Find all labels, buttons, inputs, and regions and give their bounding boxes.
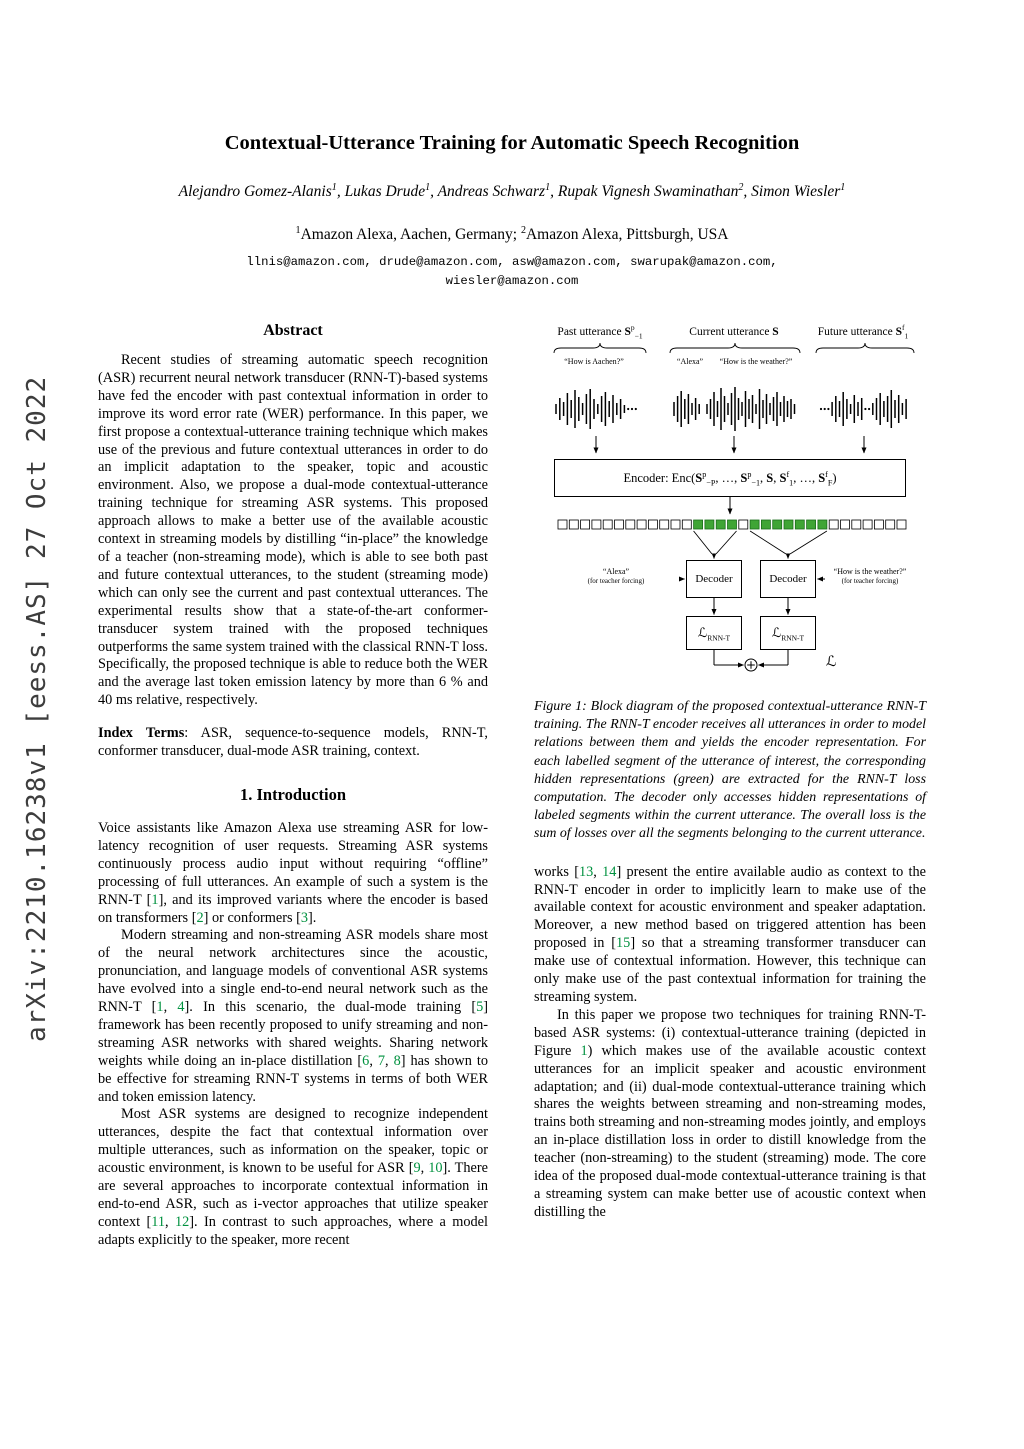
figure-label-future-utterance: Future utterance $S^f_1$ [817, 323, 909, 341]
abstract-heading: Abstract [263, 322, 323, 340]
waveform-to-encoder-arrows [596, 436, 864, 453]
citation-link[interactable]: 14 [602, 863, 617, 880]
affiliations: $^1$Amazon Alexa, Aachen, Germany; $^2$Amazon Alexa, Pittsburgh, USA [295, 224, 729, 243]
author-list: Alejandro Gomez-Alanis$^1$, Lukas Drude$^1$, Andreas Schwarz$^1$, Rupak Vignesh Swaminathan$^2$, Simon Wiesler$^1$ [178, 181, 846, 200]
citation-link[interactable]: 5 [476, 999, 484, 1016]
citation-link[interactable]: 4 [177, 999, 185, 1016]
teacher-left-note: (for teacher forcing) [587, 577, 645, 586]
teacher-forcing-label-left [556, 567, 676, 586]
left-column [98, 320, 488, 1250]
author-emails[interactable] [0, 253, 1024, 292]
citation-link[interactable]: 10 [428, 1160, 443, 1177]
figure-1-caption: Figure 1: Block diagram of the proposed contextual-utterance RNN-T training. The RNN-T encoder receives all utterances in order to model relations between them and yields the encoder representation. For each labelled segment of the utterance of interest, the corresponding hidden representations (green) are extracted for the RNN-T loss computation. The decoder only accesses hidden representations of labeled segments within the current utterance. The overall loss is the sum of losses over all the segments belonging to the current utterance. [534, 699, 926, 842]
intro-paragraph-1: Voice assistants like Amazon Alexa use streaming ASR for low-latency recognition of user requests. Streaming ASR systems continuously process audio input without requiring “offline” processing of full utterances. An example of such a system is the RNN-T [1], and its improved variants where the encoder is based on transformers [2] or conformers [3]. [98, 819, 488, 926]
citation-link[interactable]: 12 [174, 1213, 190, 1230]
decoder-box-right [760, 560, 816, 598]
paper-title: Contextual-Utterance Training for Automatic Speech Recognition [224, 132, 800, 154]
citation-link[interactable]: 9 [413, 1160, 421, 1177]
index-terms-body: : ASR, sequence-to-sequence models, RNN-T, conformer transducer, dual-mode ASR training, context. [98, 725, 488, 760]
figure-1 [534, 324, 926, 844]
decoder-left-label: Decoder [695, 573, 733, 586]
figure-1-diagram [534, 324, 926, 676]
abstract-body: Recent studies of streaming automatic speech recognition (ASR) recurrent neural network transducer (RNN-T)-based systems have fed the encoder with past contextual information in order to improve its word error rate (WER) performance. In this paper, we first propose a contextual-utterance training technique which makes use of the previous and future contextual utterances in order to do an implicit adaptation to the speaker, topic and acoustic environment. Also, we propose a dual-mode contextual-utterance training technique for streaming ASR systems. This proposed approach allows to make a better use of the available acoustic context in streaming models by distilling “in-place” the knowledge of a teacher (non-streaming mode), which is able to see both past and future contextual utterances, to the student (streaming mode) which can only see the current and past contextual utterances. The experimental results show that a state-of-the-art conformer-transducer system trained with the proposed techniques outperforms the same system trained with the classical RNN-T loss. Specifically, the proposed technique is able to reduce both the WER and the average last token emission latency by more than 6 % and 40 ms relative, respectively. [98, 352, 488, 709]
context-paragraph: works [13, 14] present the entire available audio as context to the RNN-T encoder in order to implicitly learn to make use of the available context for acoustic environment and speaker adaptation. Moreover, a new method based on triggered attention has been proposed in [15] so that a streaming transformer transducer can make use of contextual information. However, this technique can only make use of the past contextual information for training the streaming system. [534, 863, 926, 1005]
figure-label-past-utterance: Past utterance $S^p_{-1}$ [557, 323, 643, 341]
citation-link[interactable]: 11 [151, 1213, 166, 1230]
arxiv-watermark: arXiv:2210.16238v1 [eess.AS] 27 Oct 2022 [22, 375, 52, 1042]
citation-link[interactable]: 1 [156, 999, 164, 1016]
intro-paragraph-2: Modern streaming and non-streaming ASR models share most of the neural network architectures since the acoustic, pronunciation, and language models of conventional ASR systems have evolved into a single end-to-end neural network such as the RNN-T [1, 4]. In this scenario, the dual-mode training [5] framework has been recently proposed to unify streaming and non-streaming ASR networks with shared weights. Sharing network weights while doing an in-place distillation [6, 7, 8] has shown to be effective for streaming RNN-T systems in terms of both WER and token emission latency. [98, 927, 488, 1105]
rnnt-loss-box-right [760, 616, 816, 650]
rnnt-loss-box-left [686, 616, 742, 650]
figure-quote-alexa: “Alexa” [676, 357, 704, 367]
teacher-left-quote: “Alexa” [602, 567, 630, 577]
teacher-forcing-label-right [822, 567, 918, 586]
intro-paragraph-3: Most ASR systems are designed to recognize independent utterances, despite the fact that contextual information over multiple utterances, such as information on the speaker, topic or acoustic environment, is known to be useful for ASR [9, 10]. There are several approaches to incorporate contextual information in end-to-end ASR, such as i-vector approaches that utilize speaker context [11, 12]. In contrast to such approaches, where a model adapts explicitly to the speaker, more recent [98, 1106, 488, 1248]
citation-link[interactable]: 2 [196, 909, 204, 926]
figure-quote-weather: “How is the weather?” [719, 357, 793, 367]
decoder-right-label: Decoder [769, 573, 807, 586]
decoder-to-loss-arrows [714, 598, 788, 615]
email-line-2[interactable]: wiesler@amazon.com [445, 274, 579, 289]
citation-link[interactable]: 1 [151, 891, 159, 908]
citation-link[interactable]: 7 [377, 1052, 386, 1069]
encoder-box [554, 459, 906, 497]
citation-link[interactable]: 6 [362, 1052, 370, 1069]
citation-link[interactable]: 13 [579, 863, 594, 880]
citation-link[interactable]: 15 [616, 935, 631, 952]
encoder-output-frames [558, 520, 906, 529]
encoder-label: Encoder: $Enc(S^p_{-P}$, …, $S^p_{-1}$, S, $S^f_1$, …, $S^f_F$) [623, 469, 837, 488]
citation-link[interactable]: 8 [393, 1052, 401, 1069]
waveform-current-utterance [674, 387, 795, 431]
right-column [534, 320, 926, 1250]
section-heading-introduction: 1. Introduction [239, 784, 347, 804]
decoder-box-left [686, 560, 742, 598]
figure-quote-past: “How is Aachen?” [564, 357, 624, 367]
index-terms-label: Index Terms [98, 725, 185, 742]
paper-header [0, 132, 1024, 292]
sum-node [745, 659, 757, 671]
waveform-future-utterance [820, 390, 906, 428]
teacher-right-quote: “How is the weather?” [833, 567, 907, 577]
figure-ref-link[interactable]: 1 [580, 1042, 588, 1059]
frames-to-decoder-funnels [694, 531, 827, 559]
total-loss-label: ℒ [826, 654, 837, 671]
citation-link[interactable]: 3 [300, 909, 309, 926]
two-column-body [98, 320, 926, 1250]
figure-label-current-utterance: Current utterance S [689, 326, 779, 339]
rnnt-loss-left-label: ℒ$_{RNN-T}$ [697, 625, 731, 643]
index-terms [98, 725, 488, 761]
email-line-1[interactable]: llnis@amazon.com, drude@amazon.com, asw@amazon.com, swarupak@amazon.com, [246, 254, 778, 269]
waveform-past-utterance [556, 389, 637, 429]
utterance-overbraces [554, 343, 914, 353]
rnnt-loss-right-label: ℒ$_{RNN-T}$ [771, 625, 805, 643]
teacher-right-note: (for teacher forcing) [841, 577, 899, 586]
proposal-paragraph: In this paper we propose two techniques for training RNN-T-based ASR systems: (i) contextual-utterance training (depicted in Figure 1) which makes use of the available acoustic context utterances for an implicit speaker and acoustic environment adaptation; and (ii) dual-mode contextual-utterance training which shares the weights between streaming and non-streaming modes, trains both streaming and non-streaming modes jointly, and employs an in-place distillation loss in order to distill knowledge from the teacher (non-streaming) to the student (streaming) mode. The core idea of the proposed dual-mode contextual-utterance training is that a streaming system can make better use of acoustic context when distilling the [534, 1006, 926, 1220]
